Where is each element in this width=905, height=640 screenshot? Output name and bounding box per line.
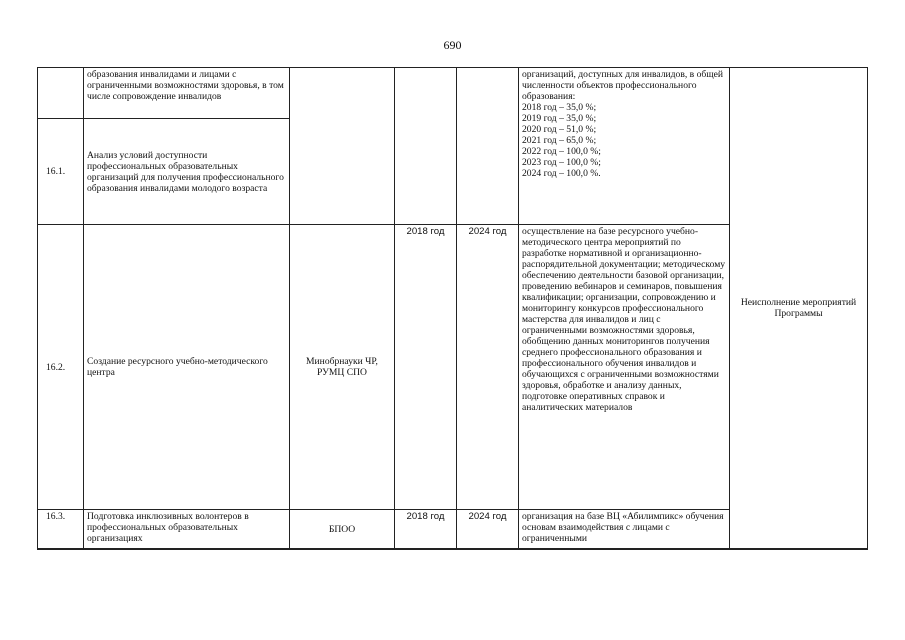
cell-executor: БПОО <box>290 510 395 550</box>
cell-start <box>395 68 457 225</box>
cell-name: образования инвалидами и лицами с ограниченными возможностями здоровья, в том числе сопровождение инвалидов <box>84 68 290 119</box>
cell-executor <box>290 68 395 225</box>
program-table <box>37 67 868 550</box>
cell-start: 2018 год <box>395 225 457 510</box>
cell-indicator: организаций, доступных для инвалидов, в общей численности объектов профессионального образования: 2018 год – 35,0 %; 2019 год – 35,0 %; 2020 год – 51,0 %; 2021 год – 65,0 %; 2022 год – 100,0 %; 2023 год – 100,0 %; 2024 год – 100,0 %. <box>519 68 730 225</box>
cell-start: 2018 год <box>395 510 457 550</box>
cell-indicator: осуществление на базе ресурсного учебно-методического центра мероприятий по разработке нормативной и организационно-распорядительной документации; методическому обеспечению деятельности базовой организации, проведению вебинаров и семинаров, повышения квалификации; организации, сопровождению и мониторингу конкурсов профессионального мастерства для инвалидов и лиц с ограниченными возможностями здоровья, обобщению данных мониторингов получения среднего профессионального образования и профессионального обучения инвалидов и обучающихся с ограниченными возможностями здоровья, обработке и анализу данных, подготовке оперативных справок и аналитических материалов <box>519 225 730 510</box>
cell-name: Анализ условий доступности профессиональных образовательных организаций для получения профессионального образования инвалидами молодого возраста <box>84 119 290 225</box>
cell-name: Подготовка инклюзивных волонтеров в профессиональных образовательных организациях <box>84 510 290 550</box>
page-number: 690 <box>443 38 462 52</box>
cell-name: Создание ресурсного учебно-методического центра <box>84 225 290 510</box>
cell-end: 2024 год <box>457 225 519 510</box>
cell-num: 16.3. <box>38 510 84 550</box>
table-row <box>38 68 868 119</box>
cell-end: 2024 год <box>457 510 519 550</box>
cell-end <box>457 68 519 225</box>
cell-num: 16.1. <box>38 119 84 225</box>
cell-executor: Минобрнауки ЧР, РУМЦ СПО <box>290 225 395 510</box>
cell-num <box>38 68 84 119</box>
cell-consequence: Неисполнение мероприятий Программы <box>730 68 868 550</box>
cell-num: 16.2. <box>38 225 84 510</box>
cell-indicator: организация на базе ВЦ «Абилимпикс» обучения основам взаимодействия с лицами с ограниченными <box>519 510 730 550</box>
